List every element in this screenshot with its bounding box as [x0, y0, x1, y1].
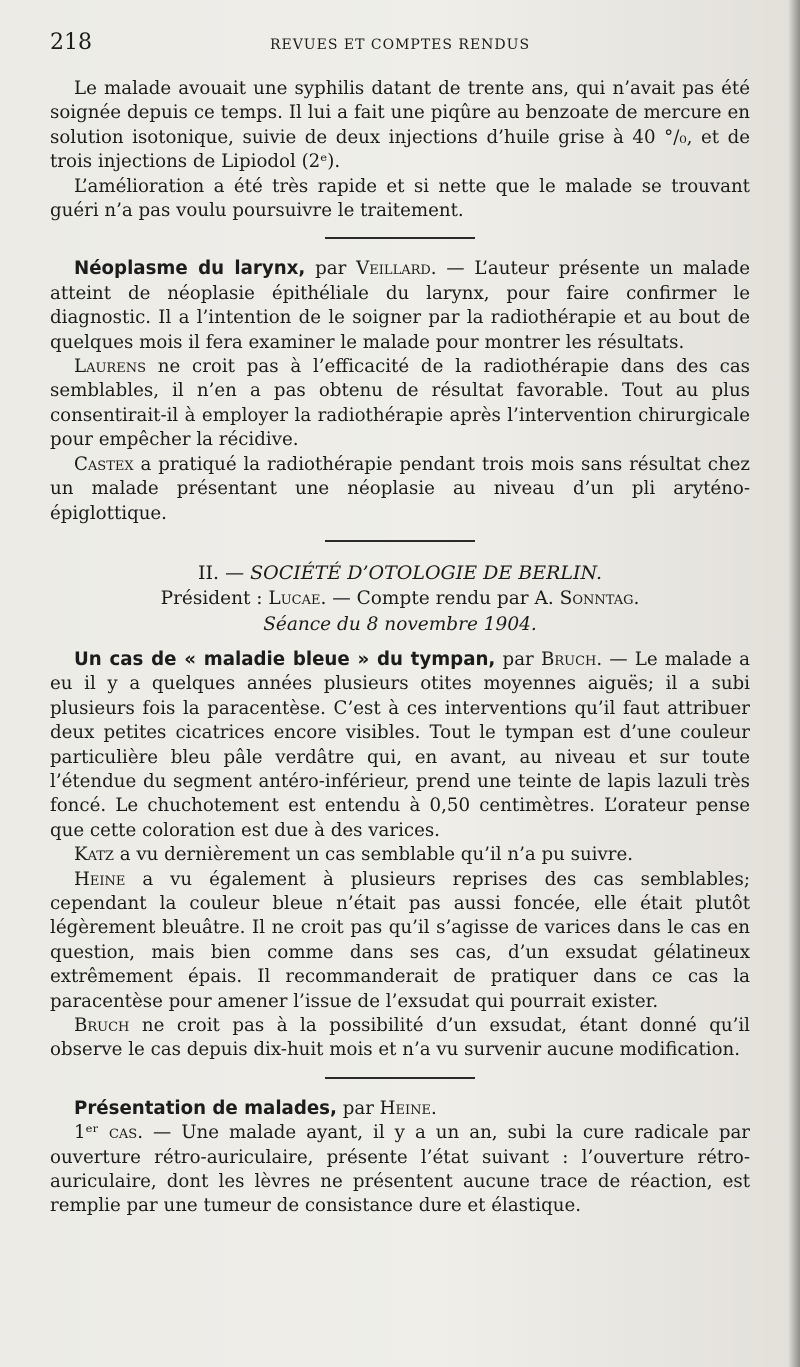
paragraph: Présentation de malades, par Heine.: [74, 1097, 437, 1119]
page-header: [50, 30, 750, 55]
author-name: Heine: [379, 1097, 432, 1119]
paragraph: Heine a vu également à plusieurs reprises des cas semblables; cependant la couleur bleue n’était pas aussi foncée, elle était plutôt légèrement bleuâtre. Il ne croit pas qu’il s’agisse de varices dans le cas en question, mais bien comme dans ses cas, d’un exsudat gélatineux extrêmement épais. Il recommanderait de pratiquer dans ce cas la paracentèse pour amener l’issue de l’exsudat qui pourrait exister.: [50, 868, 750, 1012]
paragraph: Katz a vu dernièrement un cas semblable qu’il n’a pu suivre.: [74, 844, 633, 866]
section-heading-block: [50, 560, 750, 638]
page-number: 218: [50, 30, 92, 55]
running-head: REVUES ET COMPTES RENDUS: [269, 37, 531, 53]
speaker-name: Bruch: [74, 1015, 130, 1036]
author-name: Bruch: [540, 648, 597, 670]
page-edge-shadow: [788, 0, 800, 1367]
author-name: Veillard: [356, 258, 431, 280]
paragraph: Castex a pratiqué la radiothérapie pendant trois mois sans résultat chez un malade présentant une néoplasie au niveau d’un pli aryténo-épiglottique.: [50, 453, 750, 524]
paragraph: Le malade avouait une syphilis datant de trente ans, qui n’avait pas été soignée depuis ce temps. Il lui a fait une piqûre au benzoate de mercure en solution isotonique, suivie de deux injections d’huile grise à 40 °/₀, et de trois injections de Lipiodol (2ᵉ).: [50, 78, 750, 173]
separator-rule: [325, 540, 475, 542]
syphilis-case: [50, 77, 750, 223]
section-session-date: Séance du 8 novembre 1904.: [263, 613, 537, 635]
article-neoplasme: [50, 257, 750, 525]
paragraph: L’amélioration a été très rapide et si nette que le malade se trouvant guéri n’a pas voulu poursuivre le traitement.: [50, 175, 750, 222]
section-heading: II. — SOCIÉTÉ D’OTOLOGIE DE BERLIN.: [198, 561, 602, 584]
case-label: 1ᵉʳ cas.: [74, 1122, 143, 1144]
paragraph: Néoplasme du larynx, par Veillard. — L’auteur présente un malade atteint de néoplasie épithéliale du larynx, pour faire confirmer le diagnostic. Il a l’intention de le soigner par la radiothérapie et au bout de quelques mois il fera examiner le malade pour montrer les résultats.: [50, 258, 750, 353]
article-title: Présentation de malades,: [74, 1097, 337, 1119]
paragraph: 1ᵉʳ cas. — Une malade ayant, il y a un an, subi la cure radicale par ouverture rétro-auriculaire, présente l’état suivant : l’ouverture rétro-auriculaire, dont les lèvres ne présentent aucune trace de réaction, est remplie par une tumeur de consistance dure et élastique.: [50, 1122, 751, 1217]
article-maladie-bleue: [50, 648, 750, 1063]
separator-rule: [325, 237, 475, 239]
paragraph: Laurens ne croit pas à l’efficacité de la radiothérapie dans des cas semblables, il n’en a pas obtenu de résultat favorable. Tout au plus consentirait-il à employer la radiothérapie après l’intervention chirurgicale pour empêcher la récidive.: [50, 356, 750, 451]
article-title: Néoplasme du larynx,: [74, 258, 306, 280]
paragraph: Un cas de « maladie bleue » du tympan, par Bruch. — Le malade a eu il y a quelques années plusieurs otites moyennes aiguës; il a subi plusieurs fois la paracentèse. C’est à ces interventions qu’il faut attribuer deux petites cicatrices encore visibles. Tout le tympan est d’une couleur particulière bleu pâle verdâtre qui, en avant, au niveau et sur toute l’étendue du segment antéro-inférieur, prend une teinte de lapis lazuli très foncé. Le chuchotement est entendu à 0,50 centimètres. L’orateur pense que cette coloration est due à des varices.: [50, 648, 751, 841]
speaker-name: Katz: [74, 844, 114, 866]
speaker-name: Castex: [74, 453, 134, 475]
separator-rule: [325, 1077, 475, 1079]
article-title: Un cas de « maladie bleue » du tympan,: [74, 648, 496, 670]
speaker-name: Heine: [74, 868, 126, 890]
speaker-name: Laurens: [74, 356, 146, 378]
paragraph: Bruch ne croit pas à la possibilité d’un exsudat, étant donné qu’il observe le cas depuis dix-huit mois et n’a vu survenir aucune modification.: [50, 1015, 750, 1061]
article-presentation: [50, 1097, 750, 1219]
section-president: Président : Lucae. — Compte rendu par A. Sonntag.: [160, 587, 640, 609]
